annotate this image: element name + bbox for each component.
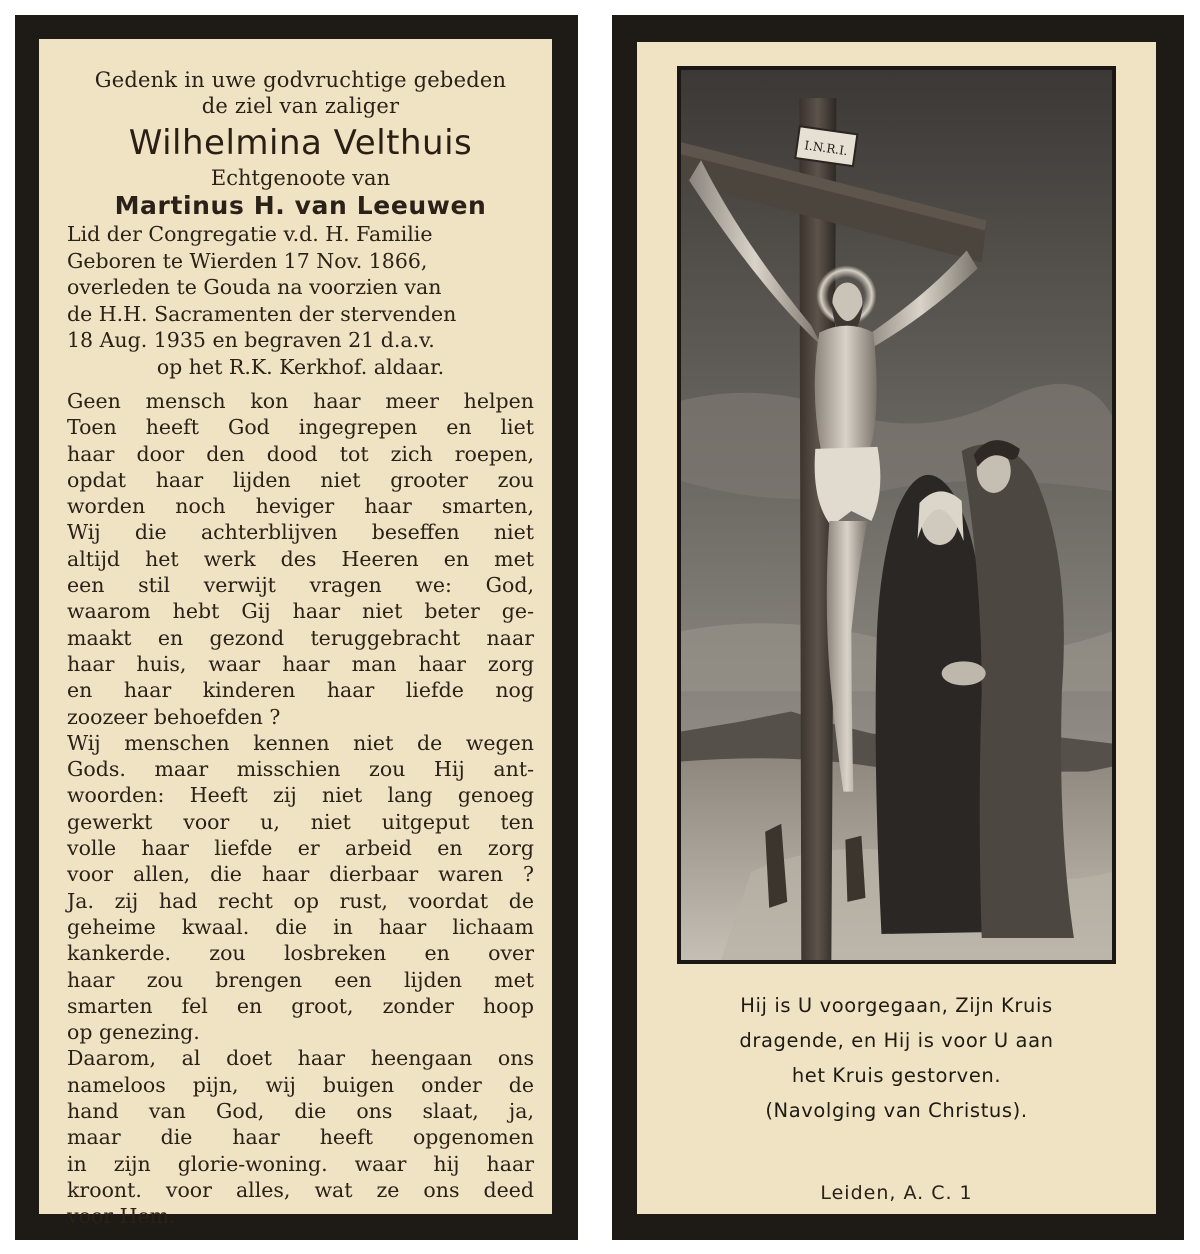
poem-line: woorden: Heeft zij niet lang genoeg — [67, 783, 534, 808]
poem-line: Daarom, al doet haar heengaan ons — [67, 1046, 534, 1071]
poem-line: altijd het werk des Heeren en met — [67, 546, 534, 571]
poem-line: kroont. voor alles, wat ze ons deed — [67, 1177, 534, 1202]
fact-line: overleden te Gouda na voorzien van — [67, 275, 442, 299]
poem-line: volle haar liefde er arbeid en zorg — [67, 836, 534, 861]
poem-line: een stil verwijt vragen we: God, — [67, 573, 534, 598]
poem-line: hand van God, die ons slaat, ja, — [67, 1099, 534, 1124]
crucifixion-illustration — [677, 66, 1116, 964]
poem-line: voor Hem. — [67, 1204, 176, 1229]
poem-line: op genezing. — [67, 1020, 200, 1045]
poem-line: zoozeer behoefden ? — [67, 704, 281, 729]
prayer-card-text-side — [15, 15, 578, 1240]
spouse-label: Echtgenoote van — [210, 166, 391, 190]
poem-line: haar zou brengen een lijden met — [67, 967, 534, 992]
poem-line: opdat haar lijden niet grooter zou — [67, 467, 534, 492]
poem-line: maakt en gezond teruggebracht naar — [67, 625, 534, 650]
prayer-card-image-side — [612, 15, 1184, 1240]
poem-line: Gods. maar misschien zou Hij ant- — [67, 757, 534, 782]
image-panel — [637, 42, 1156, 1214]
printer-mark: Leiden, A. C. 1 — [820, 1182, 973, 1204]
fact-line: Geboren te Wierden 17 Nov. 1866, — [67, 248, 428, 273]
caption-line: het Kruis gestorven. — [791, 1064, 1002, 1087]
caption-line: (Navolging van Christus). — [765, 1099, 1028, 1122]
spouse-name: Martinus H. van Leeuwen — [114, 191, 487, 220]
poem-line: smarten fel en groot, zonder hoop — [67, 993, 534, 1018]
fact-line: de H.H. Sacramenten der stervenden — [67, 301, 457, 326]
biographical-facts — [67, 221, 534, 380]
poem-line: Toen heeft God ingegrepen en liet — [67, 415, 534, 440]
poem-line: worden noch heviger haar smarten, — [67, 494, 534, 519]
fact-line: 18 Aug. 1935 en begraven 21 d.a.v. — [67, 328, 435, 352]
deceased-name: Wilhelmina Velthuis — [128, 123, 473, 163]
caption-line: dragende, en Hij is voor U aan — [739, 1029, 1054, 1052]
memorial-poem — [67, 388, 534, 1230]
poem-line: Geen mensch kon haar meer helpen — [67, 389, 534, 413]
fact-line: Lid der Congregatie v.d. H. Familie — [67, 222, 433, 246]
poem-line: geheime kwaal. die in haar lichaam — [67, 914, 534, 939]
poem-line: nameloos pijn, wij buigen onder de — [67, 1072, 534, 1097]
inri-sign: I.N.R.I. — [803, 138, 849, 159]
poem-line: kankerde. zou losbreken en over — [67, 941, 534, 966]
fact-line: op het R.K. Kerkhof. aldaar. — [156, 354, 445, 379]
poem-line: Wij menschen kennen niet de wegen — [67, 730, 534, 755]
caption-line: Hij is U voorgegaan, Zijn Kruis — [740, 994, 1053, 1017]
poem-line: en haar kinderen haar liefde nog — [67, 678, 534, 703]
intro-line-1: Gedenk in uwe godvruchtige gebeden — [94, 68, 507, 92]
poem-line: in zijn glorie-woning. waar hij haar — [67, 1151, 534, 1176]
caption — [637, 988, 1156, 1128]
text-panel — [39, 39, 552, 1229]
crucifixion-scene — [681, 70, 1112, 960]
poem-line: voor allen, die haar dierbaar waren ? — [67, 862, 534, 887]
poem-line: haar door den dood tot zich roepen, — [67, 441, 534, 466]
poem-line: Ja. zij had recht op rust, voordat de — [67, 888, 534, 913]
poem-line: maar die haar heeft opgenomen — [67, 1125, 534, 1150]
poem-line: haar huis, waar haar man haar zorg — [67, 651, 534, 676]
poem-line: gewerkt voor u, niet uitgeput ten — [67, 809, 534, 834]
poem-line: Wij die achterblijven beseffen niet — [67, 520, 534, 545]
poem-line: waarom hebt Gij haar niet beter ge- — [67, 599, 534, 624]
intro-line-2: de ziel van zaliger — [201, 94, 400, 118]
